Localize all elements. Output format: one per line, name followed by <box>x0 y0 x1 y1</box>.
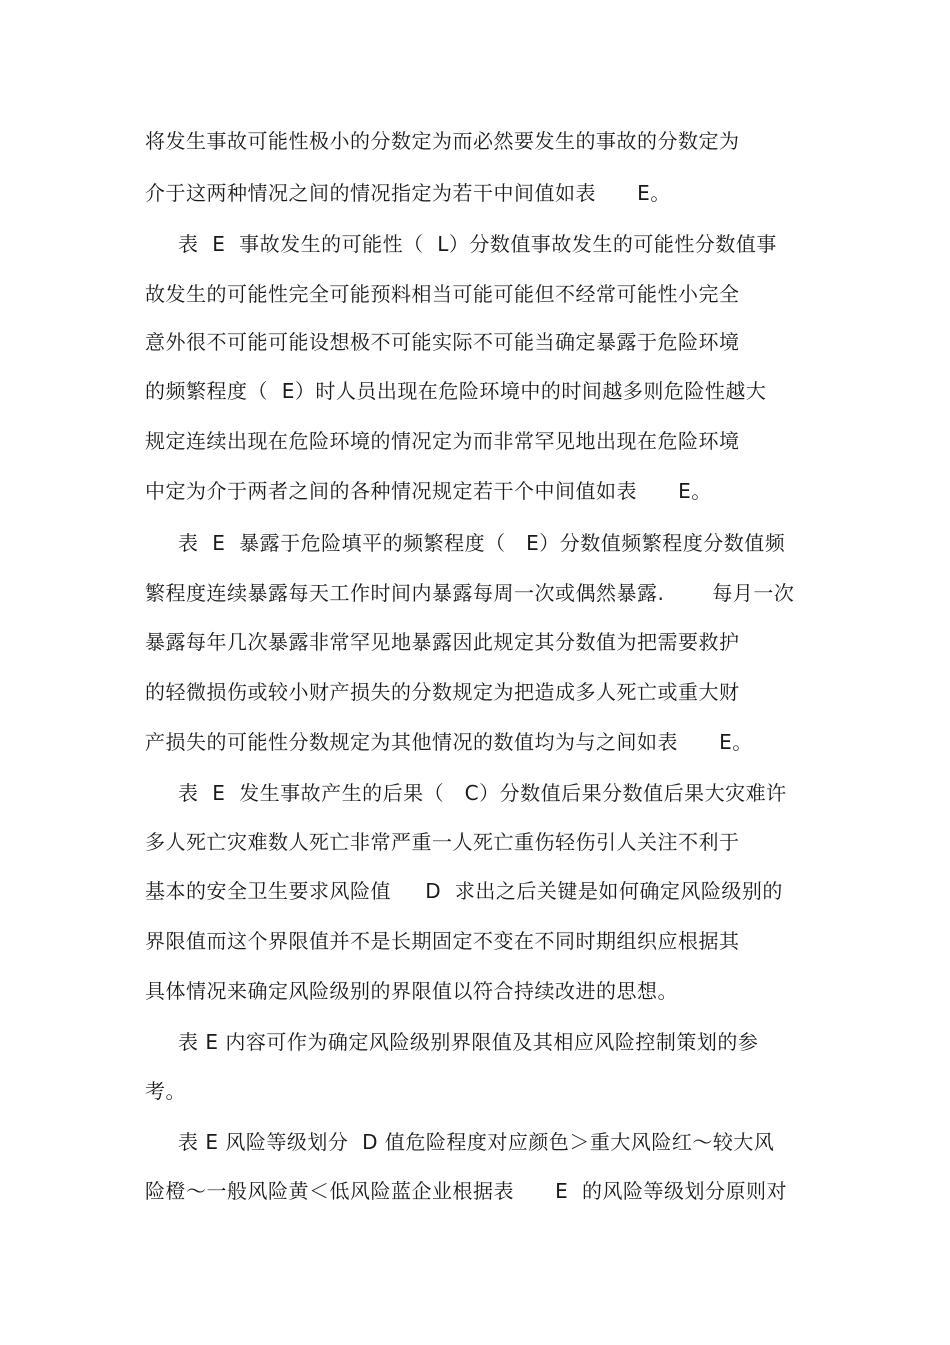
text-line: 产损失的可能性分数规定为其他情况的数值均为与之间如表 E。 <box>145 730 753 754</box>
text-line: 表 E 暴露于危险填平的频繁程度（ E）分数值频繁程度分数值频 <box>178 531 786 555</box>
text-line: 表 E 事故发生的可能性（ L）分数值事故发生的可能性分数值事 <box>178 232 777 256</box>
text-line: 繁程度连续暴露每天工作时间内暴露每周一次或偶然暴露. 每月一次 <box>145 581 795 605</box>
text-line: 具体情况来确定风险级别的界限值以符合持续改进的思想。 <box>145 979 678 1003</box>
text-line: 的频繁程度（ E）时人员出现在危险环境中的时间越多则危险性越大 <box>145 379 767 403</box>
text-line: 表 E 内容可作为确定风险级别界限值及其相应风险控制策划的参 <box>178 1030 759 1054</box>
text-line: 表 E 发生事故产生的后果（ C）分数值后果分数值后果大灾难许 <box>178 781 787 805</box>
text-line: 意外很不可能可能设想极不可能实际不可能当确定暴露于危险环境 <box>145 330 740 354</box>
text-line: 基本的安全卫生要求风险值 D 求出之后关键是如何确定风险级别的 <box>145 879 783 903</box>
text-line: 暴露每年几次暴露非常罕见地暴露因此规定其分数值为把需要救护 <box>145 630 740 654</box>
text-line: 将发生事故可能性极小的分数定为而必然要发生的事故的分数定为 <box>145 129 740 153</box>
text-line: 中定为介于两者之间的各种情况规定若干个中间值如表 E。 <box>145 479 712 503</box>
text-line: 故发生的可能性完全可能预料相当可能可能但不经常可能性小完全 <box>145 282 740 306</box>
text-line: 的轻微损伤或较小财产损失的分数规定为把造成多人死亡或重大财 <box>145 680 740 704</box>
text-line: 多人死亡灾难数人死亡非常严重一人死亡重伤轻伤引人关注不利于 <box>145 830 740 854</box>
text-line: 界限值而这个界限值并不是长期固定不变在不同时期组织应根据其 <box>145 929 740 953</box>
text-line: 考。 <box>145 1079 186 1103</box>
text-line: 介于这两种情况之间的情况指定为若干中间值如表 E。 <box>145 181 671 205</box>
text-line: 险橙～一般风险黄＜低风险蓝企业根据表 E 的风险等级划分原则对 <box>145 1179 787 1203</box>
text-line: 表 E 风险等级划分 D 值危险程度对应颜色＞重大风险红～较大风 <box>178 1130 775 1154</box>
text-line: 规定连续出现在危险环境的情况定为而非常罕见地出现在危险环境 <box>145 429 740 453</box>
